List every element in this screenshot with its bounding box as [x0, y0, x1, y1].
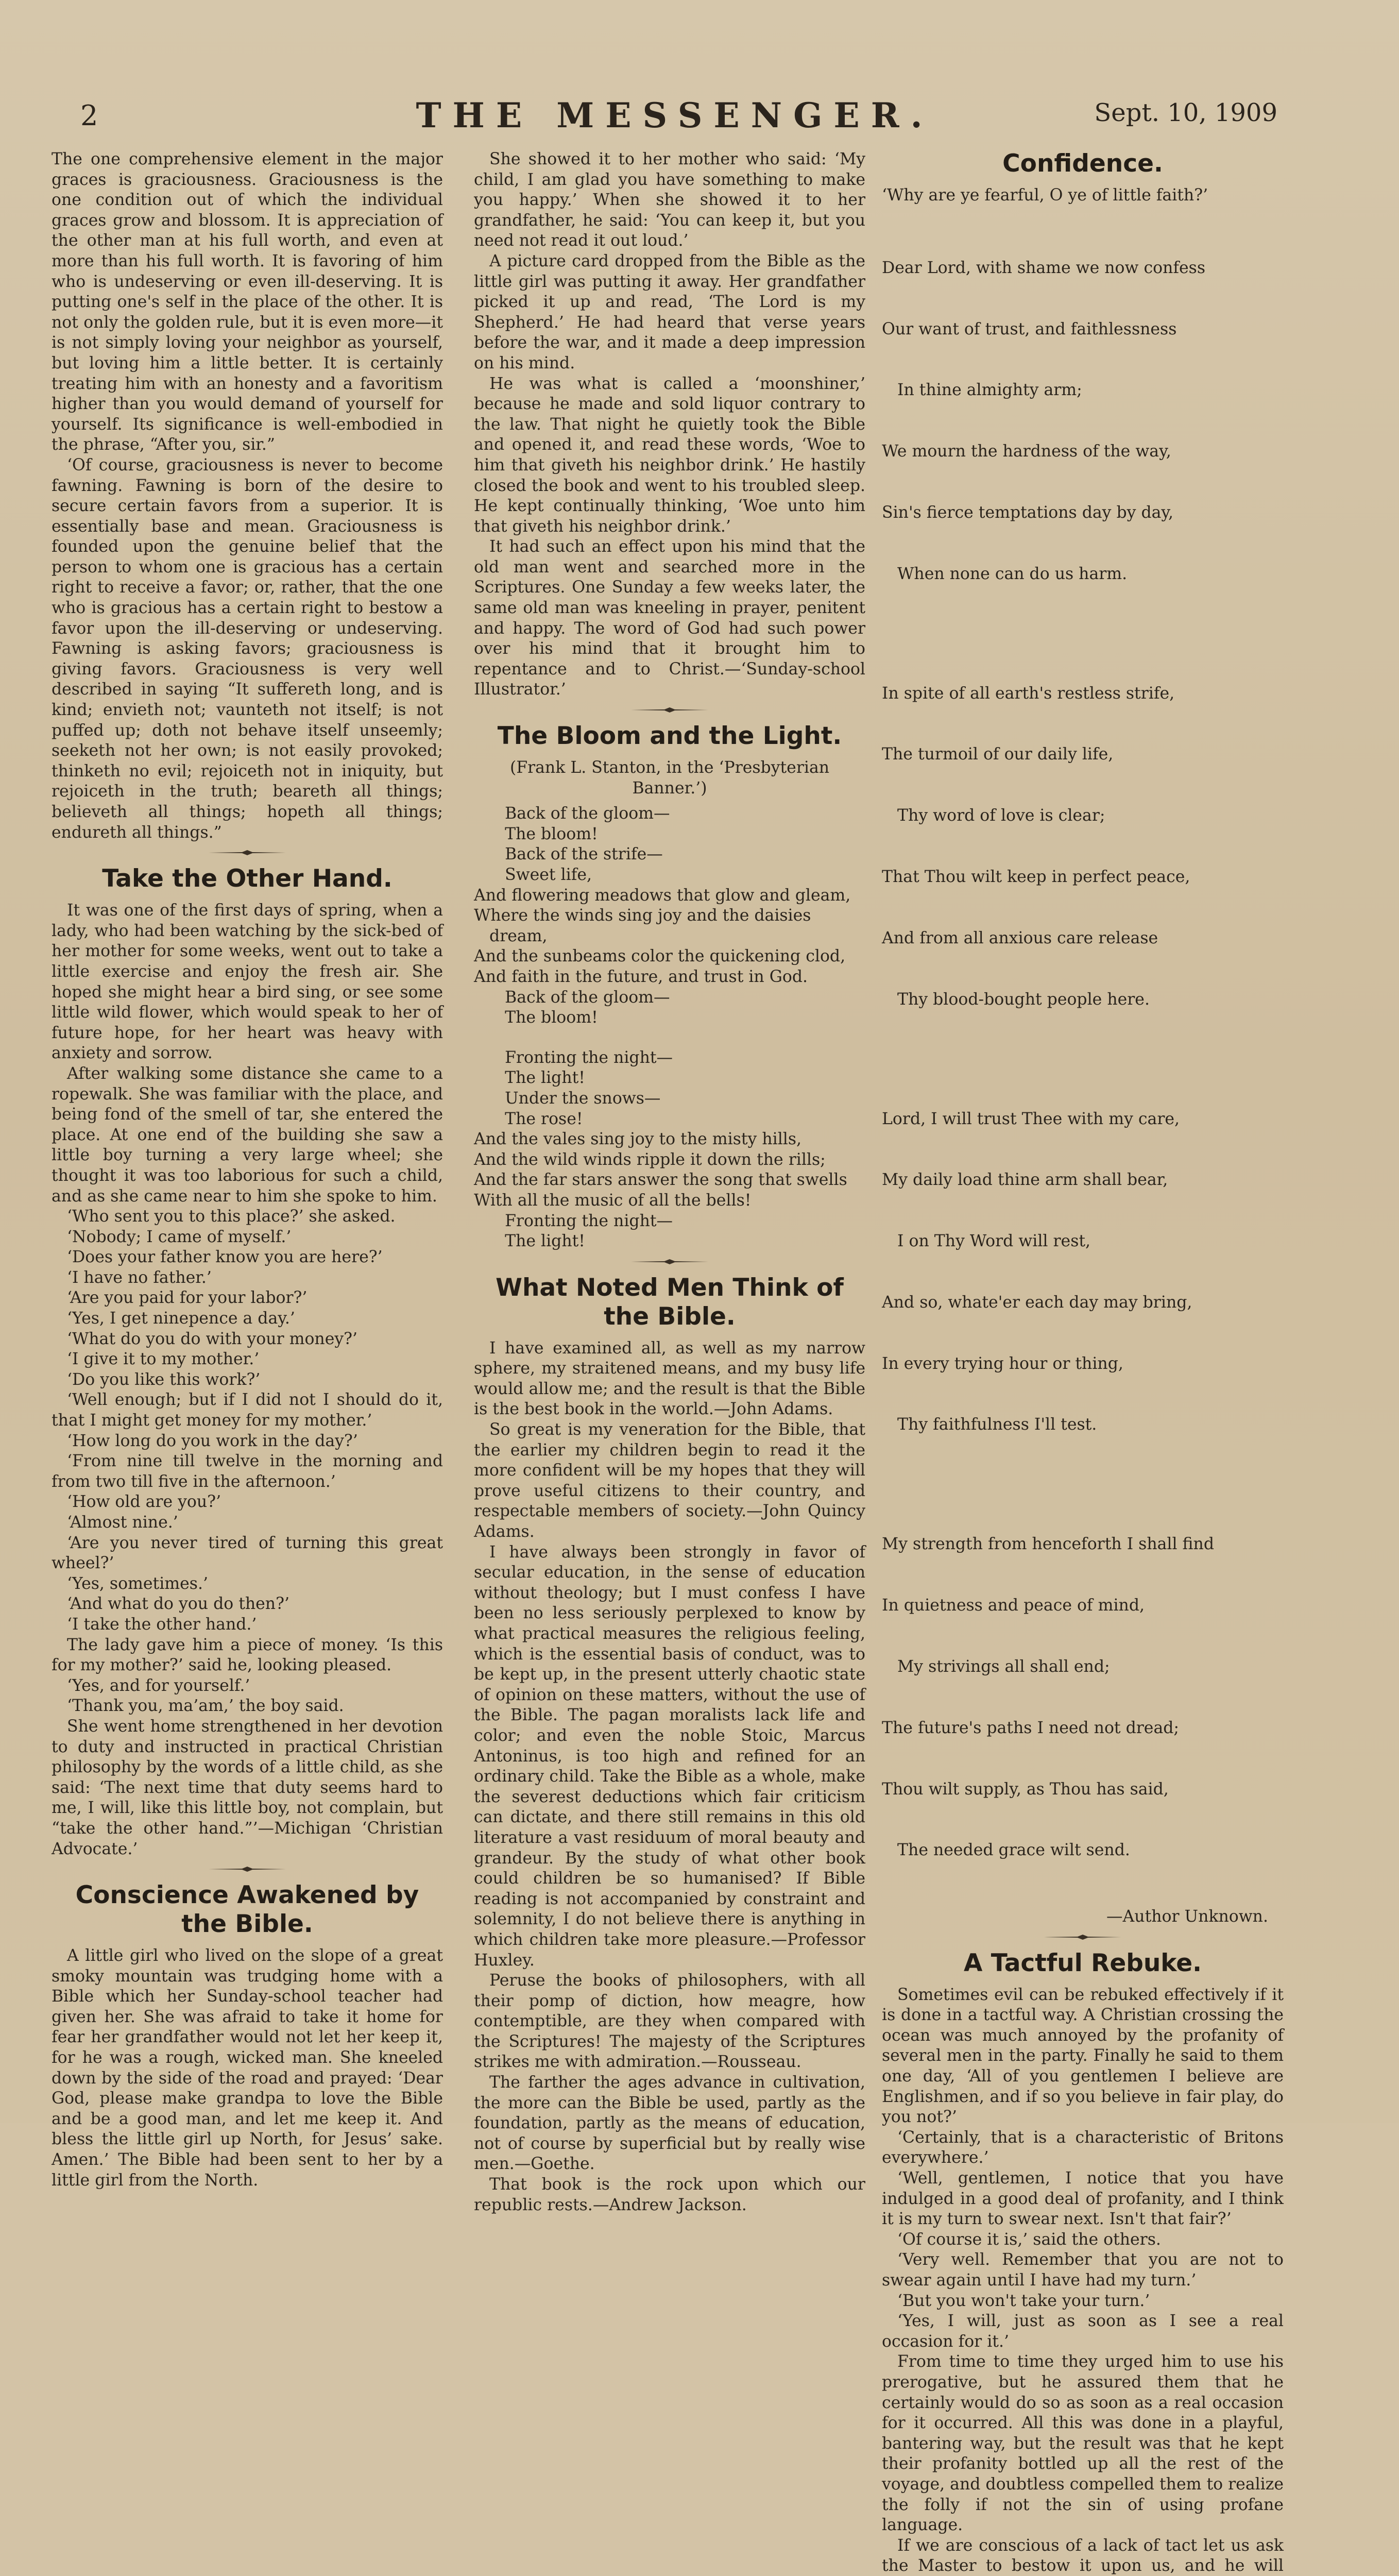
paragraph: ‘But you won't take your turn.’	[897, 2291, 1150, 2310]
paragraph: From time to time they urged him to use his prerogative, but he assured them that he certainly would do so as soon as a real occasion for it occurred. All this was done in a playful, bantering way, but the result was that he kept their profanity bottled up all the rest of the voyage, and doubtless compelled them to realize the folly if not the sin of using profane language.	[882, 2352, 1284, 2535]
paragraph: ‘How long do you work in the day?’	[67, 1431, 358, 1450]
paragraph: ‘Yes, I will, just as soon as I see a real occasion for it.’	[882, 2312, 1284, 2351]
paragraph: Sometimes evil can be rebuked effectively if it is done in a tactful way. A Christian crossing the ocean was much annoyed by the profanity of several men in the party. Finally he said to them one day, ‘All of you gentlemen I believe are Englishmen, and if so you believe in fair play, do you not?’	[882, 1985, 1284, 2127]
poem-line: Under the snows—	[474, 1089, 661, 1108]
poem-line: My strivings all shall end;	[882, 1657, 1110, 1676]
paragraph: The lady gave him a piece of money. ‘Is this for my mother?’ said he, looking pleased.	[52, 1635, 443, 1675]
paragraph: ‘I give it to my mother.’	[67, 1350, 260, 1369]
poem-line: Sin's fierce temptations day by day,	[882, 503, 1174, 522]
paragraph: She went home strengthened in her devotion to duty and instructed in practical Christian philosophy by the words of a little child, as she said: ‘The next time that duty seems hard to me, I will, like this little boy, not complain, but “take the other hand.”’—Michigan ‘Christian Advocate.’	[52, 1717, 443, 1858]
poem-line: The bloom!	[474, 1008, 598, 1027]
poem-line: Back of the gloom—	[474, 804, 670, 823]
paragraph: ‘I have no father.’	[67, 1268, 212, 1287]
poem-confidence	[882, 217, 1284, 1902]
poem-line: Sweet life,	[474, 866, 592, 884]
article-title: A Tactful Rebuke.	[963, 1948, 1202, 1977]
newspaper-title: THE MESSENGER.	[416, 95, 934, 135]
poem-line: And flowering meadows that glow and gleam,	[474, 886, 851, 905]
poem-line: Our want of trust, and faithlessness	[882, 319, 1177, 338]
ornament-divider	[209, 850, 286, 855]
ornament-divider	[209, 1867, 286, 1872]
paragraph: After walking some distance she came to a ropewalk. She was familiar with the place, and being fond of the smell of tar, she entered the place. At one end of the building she saw a little boy turning a very large wheel; she thought it was too laborious for such a child, and as she came near to him she spoke to him.	[52, 1064, 443, 1206]
paragraph: That book is the rock upon which our republic rests.—Andrew Jackson.	[474, 2175, 865, 2214]
page-number: 2	[80, 99, 98, 132]
paragraph: ‘Certainly, that is a characteristic of Britons everywhere.’	[882, 2128, 1284, 2167]
poem-line: Thy word of love is clear;	[882, 806, 1105, 825]
poem-line: The needed grace wilt send.	[882, 1841, 1130, 1860]
poem-line: We mourn the hardness of the way,	[882, 442, 1171, 461]
paragraph: ‘Are you never tired of turning this great wheel?’	[52, 1533, 443, 1573]
column-3	[882, 149, 1284, 2576]
poem-line: Fronting the night—	[474, 1048, 673, 1067]
paragraph: ‘I take the other hand.’	[67, 1615, 257, 1634]
paragraph: It had such an effect upon his mind that the old man went and searched more in the Scriptures. One Sunday a few weeks later, the same old man was kneeling in prayer, penitent and happy. The word of God had such power over his mind that it brought him to repentance and to Christ.—‘Sunday-school Illustrator.’	[474, 537, 865, 699]
poem-line: And the vales sing joy to the misty hills,	[474, 1130, 802, 1149]
paragraph: I have always been strongly in favor of secular education, in the sense of education without theology; but I must confess I have been no less seriously perplexed to know by what practical measures the religious feeling, which is the essential basis of conduct, was to be kept up, in the present utterly chaotic state of opinion on these matters, without the use of the Bible. The pagan moralists lack life and color; and even the noble Stoic, Marcus Antoninus, is too high and refined for an ordinary child. Take the Bible as a whole, make the severest deductions which fair criticism can dictate, and there still remains in this old literature a vast residuum of moral beauty and grandeur. By the study of what other book could children be so humanised? If Bible reading is not accompanied by constraint and solemnity, I do not believe there is anything in which children take more pleasure.—Professor Huxley.	[474, 1543, 865, 1970]
paragraph: Peruse the books of philosophers, with all their pomp of diction, how meagre, how contemptible, are they when compared with the Scriptures! The majesty of the Scriptures strikes me with admiration.—Rousseau.	[474, 1971, 865, 2072]
poem-line: And faith in the future, and trust in God.	[474, 967, 808, 986]
poem-bloom-and-light	[474, 804, 865, 1251]
paragraph: ‘How old are you?’	[67, 1493, 221, 1512]
poem-line: Dear Lord, with shame we now confess	[882, 258, 1206, 277]
poem-line: My daily load thine arm shall bear,	[882, 1171, 1168, 1190]
poem-line: The rose!	[474, 1109, 583, 1128]
stanza-gap	[474, 1028, 865, 1048]
conscience-article	[52, 1946, 443, 2191]
poem-epigraph: ‘Why are ye fearful, O ye of little faith?’	[882, 186, 1208, 205]
paragraph: He was what is called a ‘moonshiner,’ because he made and sold liquor contrary to the law. That night he quietly took the Bible and opened it, and read these words, ‘Woe to him that giveth his neighbor drink.’ He hastily closed the book and went to his troubled sleep. He kept continually thinking, ‘Woe unto him that giveth his neighbor drink.’	[474, 374, 865, 536]
poem-line: And the wild winds ripple it down the rills;	[474, 1150, 826, 1169]
poem-line: Thy faithfulness I'll test.	[882, 1415, 1097, 1434]
column-1	[52, 149, 443, 2191]
poem-line: In quietness and peace of mind,	[882, 1596, 1145, 1615]
ornament-divider	[631, 707, 708, 713]
paragraph: A picture card dropped from the Bible as the little girl was putting it away. Her grandfather picked it up and read, ‘The Lord is my Shepherd.’ He had heard that verse years before the war, and it made a deep impression on his mind.	[474, 251, 865, 372]
paragraph: ‘Thank you, ma’am,’ the boy said.	[67, 1697, 344, 1716]
paragraph: So great is my veneration for the Bible, that the earlier my children begin to read it the more confident will be my hopes that they will prove useful citizens to their country, and respectable members of society.—John Quincy Adams.	[474, 1420, 865, 1541]
article-title: Take the Other Hand.	[102, 865, 393, 893]
paragraph: I have examined all, as well as my narrow sphere, my straitened means, and my busy life would allow me; and the result is that the Bible is the best book in the world.—John Adams.	[474, 1338, 865, 1419]
poem-line: dream,	[474, 926, 548, 945]
article-title: Confidence.	[1002, 149, 1163, 178]
poem-line: I on Thy Word will rest,	[882, 1232, 1091, 1251]
paragraph: ‘Very well. Remember that you are not to swear again until I have had my turn.’	[882, 2250, 1284, 2290]
paragraph: It was one of the first days of spring, when a lady, who had been watching by the sick-bed of her mother for some weeks, went out to take a little exercise and enjoy the fresh air. She hoped she might hear a bird sing, or see some little wild flower, which would speak to her of future hope, for her heart was heavy with anxiety and sorrow.	[52, 901, 443, 1063]
poem-line: Back of the strife—	[474, 845, 663, 864]
column-2	[474, 149, 865, 2215]
poem-line: My strength from henceforth I shall find	[882, 1535, 1215, 1554]
poem-line: When none can do us harm.	[882, 564, 1128, 583]
other-hand-article	[52, 901, 443, 1859]
paragraph: ‘Almost nine.’	[67, 1513, 178, 1532]
ornament-divider	[1044, 1935, 1121, 1940]
poem-line: Where the winds sing joy and the daisies	[474, 906, 811, 925]
poem-line: And the far stars answer the song that swells	[474, 1171, 847, 1190]
poem-author: —Author Unknown.	[1106, 1907, 1268, 1926]
article-title: What Noted Men Think of the Bible.	[496, 1273, 844, 1331]
paragraph: The one comprehensive element in the major graces is graciousness. Graciousness is the one condition out of which the individual graces grow and blossom. It is appreciation of the other man at his full worth, and even at more than his full worth. It is favoring of him who is undeserving or even ill-deserving. It is putting one's self in the place of the other. It is not only the golden rule, but it is even more—it is not simply loving your neighbor as yourself, but loving him a little better. It is certainly treating him with an honesty and a favoritism higher than you would demand of yourself for yourself. Its significance is well-embodied in the phrase, “After you, sir.”	[52, 150, 443, 454]
poem-stanza	[882, 217, 1284, 625]
poem-byline: (Frank L. Stanton, in the ‘Presbyterian Banner.’)	[509, 758, 830, 798]
poem-line: That Thou wilt keep in perfect peace,	[882, 868, 1190, 886]
poem-stanza	[882, 642, 1284, 1050]
poem-line: In every trying hour or thing,	[882, 1354, 1123, 1373]
paragraph: ‘Yes, and for yourself.’	[67, 1676, 250, 1695]
noted-men-article	[474, 1338, 865, 2216]
poem-line: The bloom!	[474, 824, 598, 843]
paragraph: ‘Do you like this work?’	[67, 1370, 261, 1389]
paragraph: ‘And what do you do then?’	[67, 1595, 289, 1614]
poem-stanza	[882, 1068, 1284, 1476]
poem-line: Thou wilt supply, as Thou has said,	[882, 1780, 1169, 1799]
tactful-rebuke-article	[882, 1985, 1284, 2576]
article-title: Conscience Awakened by the Bible.	[75, 1881, 419, 1939]
ornament-divider	[631, 1259, 708, 1264]
poem-line: The light!	[474, 1232, 585, 1251]
poem-line: With all the music of all the bells!	[474, 1191, 752, 1210]
paragraph: ‘Who sent you to this place?’ she asked.	[67, 1207, 396, 1226]
graciousness-article	[52, 149, 443, 843]
paragraph: A little girl who lived on the slope of a great smoky mountain was trudging home with a Bible which her Sunday-school teacher had given her. She was afraid to take it home for fear her grandfather would not let her keep it, for he was a rough, wicked man. She kneeled down by the side of the road and prayed: ‘Dear God, please make grandpa to love the Bible and be a good man, and let me keep it. And bless the little girl up North, for Jesus’ sake. Amen.’ The Bible had been sent to her by a little girl from the North.	[52, 1946, 443, 2190]
paragraph: If we are conscious of a lack of tact let us ask the Master to bestow it upon us, and he will	[882, 2536, 1284, 2575]
poem-line: And the sunbeams color the quickening clod,	[474, 947, 846, 966]
article-title: The Bloom and the Light.	[497, 722, 842, 751]
poem-line: The turmoil of our daily life,	[882, 745, 1114, 764]
paragraph: ‘What do you do with your money?’	[67, 1329, 358, 1348]
poem-line: Back of the gloom—	[474, 988, 670, 1007]
paragraph: ‘Does your father know you are here?’	[67, 1248, 383, 1267]
paragraph: ‘Of course, graciousness is never to become fawning. Fawning is born of the desire to secure certain favors from a superior. It is essentially base and mean. Graciousness is founded upon the genuine belief that the person to whom one is gracious has a certain right to receive a favor; or, rather, that the one who is gracious has a certain right to bestow a favor upon the ill-deserving or undeserving. Fawning is asking favors; graciousness is giving favors. Graciousness is very well described in saying “It suffereth long, and is kind; envieth not; vaunteth not itself; is not puffed up; doth not behave itself unseemly; seeketh not her own; is not easily provoked; thinketh no evil; rejoiceth not in iniquity, but rejoiceth in the truth; beareth all things; believeth all things; hopeth all things; endureth all things.”	[52, 455, 443, 842]
poem-line: In spite of all earth's restless strife,	[882, 684, 1175, 703]
poem-line: Fronting the night—	[474, 1211, 673, 1230]
poem-line: The light!	[474, 1069, 585, 1088]
masthead	[72, 95, 1277, 137]
poem-line: Lord, I will trust Thee with my care,	[882, 1109, 1180, 1128]
paragraph: ‘Well, gentlemen, I notice that you have indulged in a good deal of profanity, and I think it is my turn to swear next. Isn't that fair?’	[882, 2169, 1284, 2229]
paragraph: ‘Well enough; but if I did not I should do it, that I might get money for my mother.’	[52, 1391, 443, 1430]
poem-stanza	[882, 1494, 1284, 1902]
paragraph: ‘Are you paid for your labor?’	[67, 1289, 308, 1308]
poem-line: And from all anxious care release	[882, 928, 1158, 947]
issue-date: Sept. 10, 1909	[1094, 98, 1277, 127]
poem-line: Thy blood-bought people here.	[882, 990, 1150, 1009]
paragraph: ‘Nobody; I came of myself.’	[67, 1227, 292, 1246]
paragraph: ‘Yes, sometimes.’	[67, 1574, 208, 1593]
poem-line: In thine almighty arm;	[882, 381, 1082, 400]
conscience-article-continued	[474, 149, 865, 700]
paragraph: ‘Yes, I get ninepence a day.’	[67, 1309, 295, 1328]
paragraph: ‘From nine till twelve in the morning and from two till five in the afternoon.’	[52, 1452, 443, 1491]
poem-line: The future's paths I need not dread;	[882, 1718, 1179, 1737]
paragraph: The farther the ages advance in cultivation, the more can the Bible be used, partly as the foundation, partly as the means of education, not of course by superficial but by really wise men.—Goethe.	[474, 2073, 865, 2174]
paragraph: ‘Of course it is,’ said the others.	[897, 2230, 1161, 2249]
paragraph: She showed it to her mother who said: ‘My child, I am glad you have something to make you happy.’ When she showed it to her grandfather, he said: ‘You can keep it, but you need not read it out loud.’	[474, 150, 865, 250]
poem-line: And so, whate'er each day may bring,	[882, 1293, 1192, 1312]
